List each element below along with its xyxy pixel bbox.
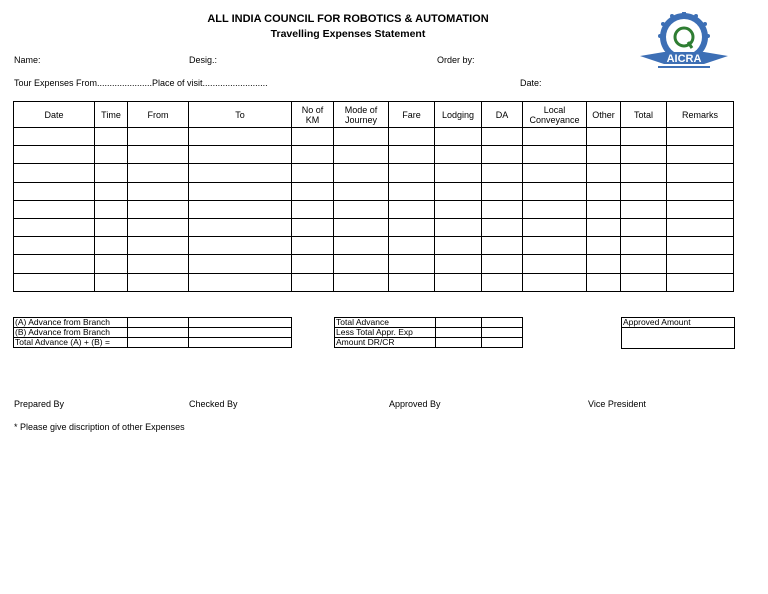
table-cell[interactable]	[189, 182, 292, 200]
col-local-conveyance: Local Conveyance	[523, 102, 587, 128]
vice-president-label: Vice President	[588, 399, 646, 409]
col-fare: Fare	[389, 102, 435, 128]
table-cell[interactable]	[523, 164, 587, 182]
table-cell[interactable]	[389, 255, 435, 273]
table-cell[interactable]	[14, 164, 95, 182]
col-mode: Mode of Journey	[334, 102, 389, 128]
table-cell[interactable]	[292, 164, 334, 182]
table-row	[14, 200, 734, 218]
table-cell[interactable]	[292, 273, 334, 291]
table-cell[interactable]	[435, 255, 482, 273]
table-cell[interactable]	[292, 128, 334, 146]
table-cell[interactable]	[435, 164, 482, 182]
svg-text:AICRA: AICRA	[666, 53, 702, 65]
table-cell[interactable]	[95, 218, 128, 236]
order-by-label: Order by:	[437, 55, 475, 65]
table-cell[interactable]	[667, 200, 734, 218]
table-cell[interactable]	[667, 164, 734, 182]
table-row	[335, 328, 523, 338]
table-cell[interactable]	[435, 182, 482, 200]
amount-dr-cr-value[interactable]	[435, 338, 482, 348]
table-cell[interactable]	[667, 128, 734, 146]
table-cell[interactable]	[435, 128, 482, 146]
col-from: From	[128, 102, 189, 128]
total-advance-ab-amount[interactable]	[127, 338, 188, 348]
table-cell[interactable]	[389, 164, 435, 182]
advance-b-amount[interactable]	[127, 328, 188, 338]
total-advance-extra[interactable]	[482, 318, 523, 328]
table-cell[interactable]	[128, 237, 189, 255]
table-cell[interactable]	[389, 218, 435, 236]
table-cell[interactable]	[587, 237, 621, 255]
table-cell[interactable]	[128, 255, 189, 273]
table-cell[interactable]	[523, 255, 587, 273]
table-cell[interactable]	[14, 182, 95, 200]
table-cell[interactable]	[523, 146, 587, 164]
table-cell[interactable]	[128, 128, 189, 146]
table-cell[interactable]	[334, 164, 389, 182]
table-cell[interactable]	[14, 200, 95, 218]
advance-table	[13, 317, 292, 348]
approved-amount-value[interactable]	[622, 328, 735, 349]
table-cell[interactable]	[292, 218, 334, 236]
aicra-logo	[636, 12, 732, 70]
table-cell[interactable]	[189, 200, 292, 218]
form-title: Travelling Expenses Statement	[270, 28, 426, 40]
col-other: Other	[587, 102, 621, 128]
table-cell[interactable]	[587, 128, 621, 146]
table-cell[interactable]	[435, 273, 482, 291]
table-cell[interactable]	[292, 237, 334, 255]
table-cell[interactable]	[334, 237, 389, 255]
approved-amount-table	[621, 317, 735, 349]
table-row	[14, 255, 734, 273]
footnote: * Please give discription of other Expenses	[14, 422, 185, 432]
table-cell[interactable]	[128, 182, 189, 200]
table-row	[14, 146, 734, 164]
table-cell[interactable]	[482, 146, 523, 164]
table-cell[interactable]	[435, 237, 482, 255]
table-cell[interactable]	[128, 164, 189, 182]
col-remarks: Remarks	[667, 102, 734, 128]
table-cell[interactable]	[667, 237, 734, 255]
less-total-value[interactable]	[435, 328, 482, 338]
total-advance-label: Total Advance	[335, 318, 436, 328]
table-cell[interactable]	[621, 128, 667, 146]
amount-dr-cr-extra[interactable]	[482, 338, 523, 348]
table-cell[interactable]	[667, 255, 734, 273]
table-row	[335, 338, 523, 348]
col-to: To	[189, 102, 292, 128]
table-cell[interactable]	[14, 128, 95, 146]
approved-by-label: Approved By	[389, 399, 441, 409]
tour-expenses-label: Tour Expenses From......................Place of visit..........................	[14, 78, 268, 88]
advance-b-label: (B) Advance from Branch	[14, 328, 128, 338]
table-cell[interactable]	[482, 128, 523, 146]
table-cell[interactable]	[292, 255, 334, 273]
less-total-extra[interactable]	[482, 328, 523, 338]
table-cell[interactable]	[14, 255, 95, 273]
table-cell[interactable]	[587, 255, 621, 273]
table-cell[interactable]	[587, 164, 621, 182]
table-cell[interactable]	[482, 218, 523, 236]
table-cell[interactable]	[292, 146, 334, 164]
table-row	[14, 182, 734, 200]
checked-by-label: Checked By	[189, 399, 238, 409]
table-cell[interactable]	[14, 273, 95, 291]
table-cell[interactable]	[292, 200, 334, 218]
table-cell[interactable]	[95, 237, 128, 255]
table-cell[interactable]	[189, 128, 292, 146]
table-cell[interactable]	[389, 182, 435, 200]
table-cell[interactable]	[587, 182, 621, 200]
advance-b-extra[interactable]	[188, 328, 291, 338]
table-cell[interactable]	[621, 146, 667, 164]
table-cell[interactable]	[587, 218, 621, 236]
table-cell[interactable]	[128, 273, 189, 291]
table-cell[interactable]	[334, 218, 389, 236]
summary-table	[334, 317, 523, 348]
table-cell[interactable]	[95, 200, 128, 218]
table-cell[interactable]	[292, 182, 334, 200]
less-total-label: Less Total Appr. Exp	[335, 328, 436, 338]
table-cell[interactable]	[95, 146, 128, 164]
table-cell[interactable]	[621, 237, 667, 255]
table-cell[interactable]	[334, 128, 389, 146]
table-cell[interactable]	[389, 273, 435, 291]
table-cell[interactable]	[334, 200, 389, 218]
total-advance-ab-label: Total Advance (A) + (B) =	[14, 338, 128, 348]
table-cell[interactable]	[523, 237, 587, 255]
col-lodging: Lodging	[435, 102, 482, 128]
table-cell[interactable]	[667, 218, 734, 236]
table-cell[interactable]	[189, 237, 292, 255]
table-row	[14, 164, 734, 182]
table-cell[interactable]	[95, 255, 128, 273]
table-row	[622, 328, 735, 349]
table-cell[interactable]	[482, 237, 523, 255]
table-row	[14, 218, 734, 236]
table-cell[interactable]	[621, 218, 667, 236]
table-cell[interactable]	[482, 273, 523, 291]
table-row	[14, 237, 734, 255]
table-cell[interactable]	[128, 200, 189, 218]
table-cell[interactable]	[435, 146, 482, 164]
table-cell[interactable]	[189, 146, 292, 164]
table-cell[interactable]	[435, 218, 482, 236]
table-cell[interactable]	[667, 273, 734, 291]
approved-amount-label: Approved Amount	[622, 318, 735, 328]
table-cell[interactable]	[587, 200, 621, 218]
table-cell[interactable]	[482, 164, 523, 182]
table-cell[interactable]	[621, 255, 667, 273]
table-cell[interactable]	[389, 146, 435, 164]
col-time: Time	[95, 102, 128, 128]
table-cell[interactable]	[334, 273, 389, 291]
table-cell[interactable]	[14, 237, 95, 255]
table-cell[interactable]	[189, 273, 292, 291]
table-cell[interactable]	[482, 200, 523, 218]
table-cell[interactable]	[95, 128, 128, 146]
table-cell[interactable]	[14, 218, 95, 236]
advance-a-label: (A) Advance from Branch	[14, 318, 128, 328]
table-cell[interactable]	[189, 218, 292, 236]
table-cell[interactable]	[389, 200, 435, 218]
table-row	[622, 318, 735, 328]
col-total: Total	[621, 102, 667, 128]
table-cell[interactable]	[523, 273, 587, 291]
table-cell[interactable]	[587, 146, 621, 164]
advance-a-extra[interactable]	[188, 318, 291, 328]
total-advance-ab-extra[interactable]	[188, 338, 291, 348]
table-cell[interactable]	[95, 273, 128, 291]
table-cell[interactable]	[523, 200, 587, 218]
date-label: Date:	[520, 78, 542, 88]
table-row	[14, 128, 734, 146]
org-title: ALL INDIA COUNCIL FOR ROBOTICS & AUTOMATION	[207, 13, 489, 25]
amount-dr-cr-label: Amount DR/CR	[335, 338, 436, 348]
table-cell[interactable]	[334, 255, 389, 273]
table-cell[interactable]	[621, 200, 667, 218]
table-cell[interactable]	[128, 146, 189, 164]
table-cell[interactable]	[523, 128, 587, 146]
table-header-row	[14, 102, 734, 128]
name-label: Name:	[14, 55, 41, 65]
expenses-table	[13, 101, 734, 292]
table-cell[interactable]	[14, 146, 95, 164]
table-row	[14, 318, 292, 328]
advance-a-amount[interactable]	[127, 318, 188, 328]
table-cell[interactable]	[334, 182, 389, 200]
col-da: DA	[482, 102, 523, 128]
table-cell[interactable]	[523, 218, 587, 236]
table-cell[interactable]	[621, 164, 667, 182]
table-cell[interactable]	[482, 182, 523, 200]
table-cell[interactable]	[667, 182, 734, 200]
table-cell[interactable]	[435, 200, 482, 218]
table-row	[14, 338, 292, 348]
col-km: No of KM	[292, 102, 334, 128]
table-row	[335, 318, 523, 328]
table-cell[interactable]	[189, 255, 292, 273]
col-date: Date	[14, 102, 95, 128]
table-cell[interactable]	[621, 182, 667, 200]
table-cell[interactable]	[389, 128, 435, 146]
table-cell[interactable]	[128, 218, 189, 236]
table-cell[interactable]	[587, 273, 621, 291]
table-cell[interactable]	[523, 182, 587, 200]
table-cell[interactable]	[482, 255, 523, 273]
table-cell[interactable]	[95, 182, 128, 200]
table-cell[interactable]	[189, 164, 292, 182]
total-advance-value[interactable]	[435, 318, 482, 328]
prepared-by-label: Prepared By	[14, 399, 65, 409]
table-cell[interactable]	[667, 146, 734, 164]
table-cell[interactable]	[334, 146, 389, 164]
table-cell[interactable]	[621, 273, 667, 291]
table-row	[14, 273, 734, 291]
table-cell[interactable]	[389, 237, 435, 255]
table-cell[interactable]	[95, 164, 128, 182]
designation-label: Desig.:	[189, 55, 218, 65]
table-row	[14, 328, 292, 338]
